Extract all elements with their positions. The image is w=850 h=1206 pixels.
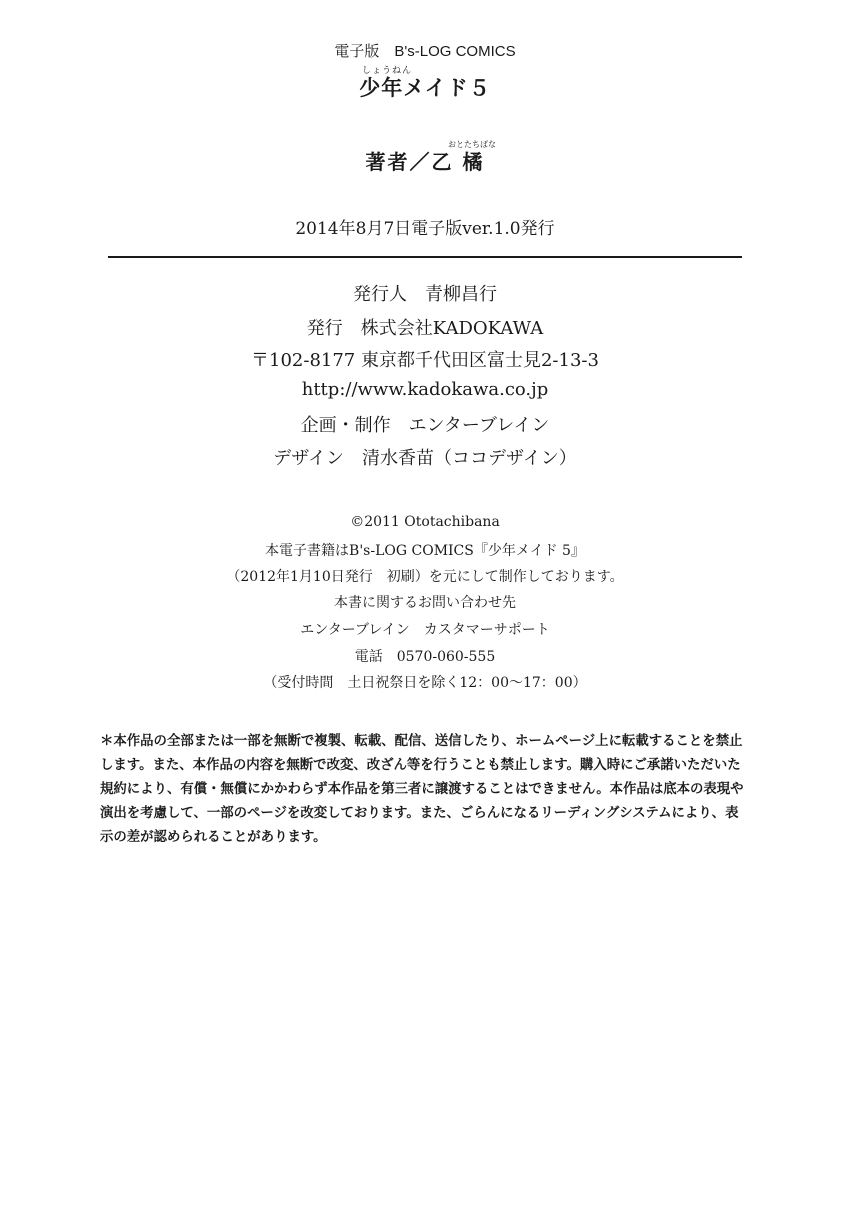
series-label: 電子版 B's-LOG COMICS [334,43,516,60]
notice-line: 示の差が認められることがあります。 [100,830,327,845]
author-line: 著者／乙 橘 [365,150,485,174]
edition-date: 2014年8月7日電子版ver.1.0発行 [295,219,555,239]
publisher-url: http://www.kadokawa.co.jp [301,379,549,400]
publisher-person: 発行人 青柳昌行 [353,284,497,305]
notice-line: 演出を考慮して、一部のページを改変しております。また、ごらんになるリーディングシステムにより、表 [100,806,739,821]
book-title: 少年メイド５ [359,76,491,100]
basis-line-2: （2012年1月10日発行 初刷）を元にして制作しております。 [226,569,624,585]
publisher-address: 〒102-8177 東京都千代田区富士見2-13-3 [251,350,599,371]
author-ruby: おとたちばな [448,140,496,149]
publisher-company: 発行 株式会社KADOKAWA [306,318,544,339]
copyright-line: ©2011 Ototachibana [350,514,500,530]
copyright-notice [100,730,752,850]
notice-line: ＊本作品の全部または一部を無断で複製、転載、配信、送信したり、ホームページ上に転載することを禁止 [100,734,743,749]
title-ruby: しょうねん [362,66,413,76]
basis-line-1: 本電子書籍はB's-LOG COMICS『少年メイド 5』 [265,543,585,559]
contact-heading: 本書に関するお問い合わせ先 [334,595,516,611]
planning-credit: 企画・制作 エンターブレイン [300,415,550,436]
design-credit: デザイン 清水香苗（ココデザイン） [273,448,577,469]
contact-phone: 電話 0570-060-555 [354,649,496,665]
notice-line: します。また、本作品の内容を無断で改変、改ざん等を行うことも禁止します。購入時にご承諾いただいた [100,758,741,773]
notice-line: 規約により、有償・無償にかかわらず本作品を第三者に譲渡することはできません。本作品は底本の表現や [100,782,744,797]
contact-hours: （受付時間 土日祝祭日を除く12：00〜17：00） [263,675,587,691]
divider-rule [108,256,742,258]
contact-name: エンターブレイン カスタマーサポート [300,622,550,638]
